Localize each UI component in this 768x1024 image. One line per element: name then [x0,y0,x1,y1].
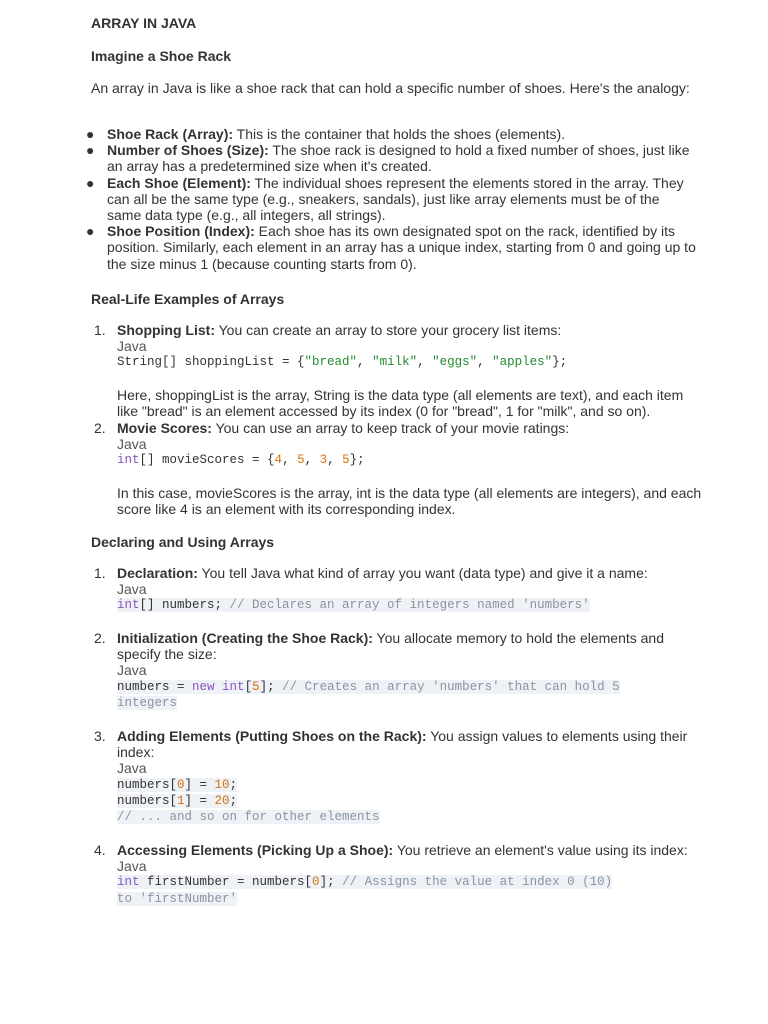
code-block: // ... and so on for other elements [117,810,380,825]
step-term: Accessing Elements (Picking Up a Shoe): [117,842,394,858]
code-language-label: Java [117,662,147,679]
step-text: You retrieve an element's value using its index: [393,842,688,858]
bullet-text: The individual shoes represent the elements stored in the array. They can all be the same type (e.g., sneakers, sandals), just like array elements must be of the same data type (e.g., all integers, all strings). [107,174,684,224]
example-term: Shopping List: [117,322,215,338]
bullet-icon: ● [86,174,95,191]
code-block-continued: to 'firstNumber' [117,891,238,906]
list-item [86,142,696,174]
code-language-label: Java [117,436,147,453]
bullet-term: Shoe Rack (Array): [107,126,234,142]
step-declaration [117,565,707,614]
code-language-label: Java [117,760,147,777]
code-block: numbers[1] = 20; [117,794,238,809]
example-explanation: Here, shoppingList is the array, String is the data type (all elements are text), and each item like "bread" is an element accessed by its index (0 for "bread", 1 for "milk", and so on). [117,386,684,420]
step-term: Initialization (Creating the Shoe Rack): [117,630,373,646]
example-shopping-list [117,322,707,419]
code-block: int[] numbers; // Declares an array of integers named 'numbers' [117,598,590,613]
step-text: You tell Java what kind of array you want (data type) and give it a name: [197,565,648,581]
intro-paragraph: An array in Java is like a shoe rack that can hold a specific number of shoes. Here's the analogy: [91,80,690,96]
code-language-label: Java [117,338,147,355]
bullet-icon: ● [86,126,95,142]
list-number: 2. [94,420,106,436]
list-item [86,175,696,224]
bullet-icon: ● [86,142,95,159]
code-language-label: Java [117,581,147,598]
bullet-term: Shoe Position (Index): [107,223,255,240]
step-adding-elements [117,728,707,826]
bullet-term: Number of Shoes (Size): [107,142,269,159]
code-block: int[] movieScores = {4, 5, 3, 5}; [117,453,365,468]
code-block: String[] shoppingList = {"bread", "milk", "eggs", "apples"}; [117,355,568,370]
code-block: numbers = new int[5]; // Creates an array 'numbers' that can hold 5 [117,679,620,694]
page-title: ARRAY IN JAVA [91,15,197,31]
list-item [86,126,696,142]
step-text: You assign values to elements using their index: [117,728,688,761]
bullet-text: The shoe rack is designed to hold a fixed number of shoes, just like an array has a predetermined size when it's created. [107,142,690,175]
list-number: 2. [94,630,106,646]
code-block-continued: integers [117,696,178,711]
list-number: 1. [94,565,106,581]
list-number: 1. [94,322,106,338]
section-heading-declaring: Declaring and Using Arrays [91,534,275,550]
code-language-label: Java [117,858,147,875]
list-number: 4. [94,842,106,858]
section-heading-examples: Real-Life Examples of Arrays [91,291,285,307]
step-term: Adding Elements (Putting Shoes on the Rack): [117,728,427,744]
code-block: int firstNumber = numbers[0]; // Assigns the value at index 0 (10) [117,875,613,890]
bullet-icon: ● [86,223,95,240]
section-heading-shoe-rack: Imagine a Shoe Rack [91,48,232,64]
example-text: You can create an array to store your grocery list items: [214,322,562,338]
step-text: You allocate memory to hold the elements and specify the size: [117,630,664,663]
example-movie-scores [117,420,707,517]
bullet-text: Each shoe has its own designated spot on the rack, identified by its position. Similarly, each element in an array has a unique index, starting from 0 and going up to the size minus 1 (because counting starts from 0). [107,223,696,272]
step-initialization [117,630,707,711]
bullet-term: Each Shoe (Element): [107,174,251,191]
list-item [86,223,696,272]
bullet-text: This is the container that holds the shoes (elements). [233,126,566,142]
example-term: Movie Scores: [117,420,212,436]
step-term: Declaration: [117,565,198,581]
example-text: You can use an array to keep track of your movie ratings: [211,420,570,436]
example-explanation: In this case, movieScores is the array, int is the data type (all elements are integers), and each score like 4 is an element with its corresponding index. [117,484,702,518]
code-block: numbers[0] = 10; [117,777,238,792]
list-number: 3. [94,728,106,744]
step-accessing-elements [117,842,707,907]
analogy-list [86,126,696,272]
